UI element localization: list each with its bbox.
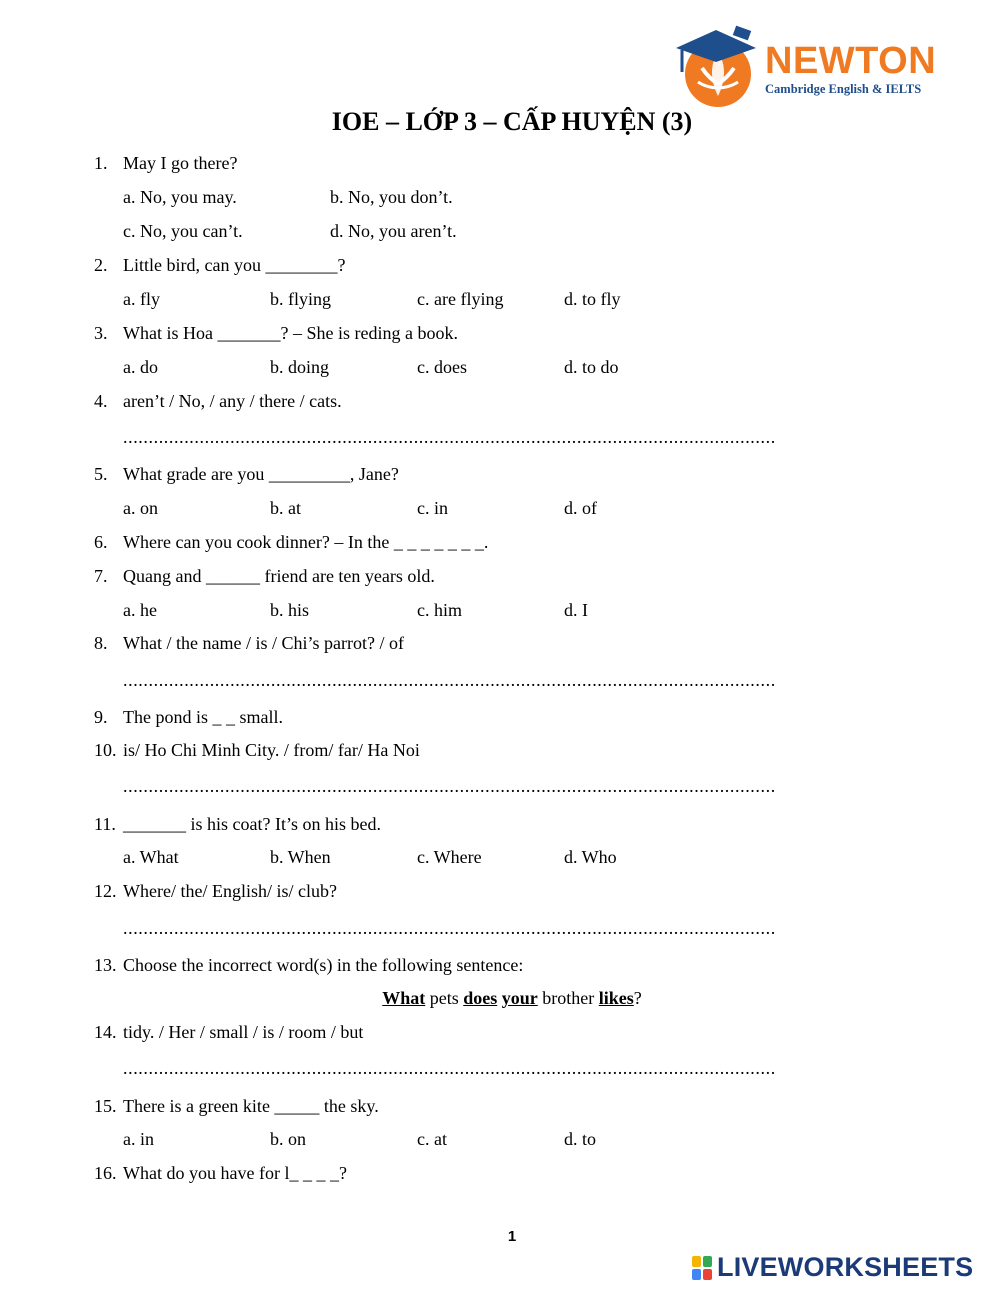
option-d[interactable]: d. to do: [564, 357, 619, 377]
question-text: is/ Ho Chi Minh City. / from/ far/ Ha Noi: [123, 740, 420, 760]
option-c[interactable]: c. does: [417, 357, 467, 377]
graduation-cap-icon: [672, 22, 764, 112]
question-text: What do you have for l_ _ _ _?: [123, 1163, 347, 1183]
liveworksheets-icon: [692, 1256, 712, 1280]
option-b[interactable]: b. his: [270, 600, 310, 620]
question-4: [94, 391, 342, 412]
option-d[interactable]: d. No, you aren’t.: [330, 221, 457, 241]
question-text: tidy. / Her / small / is / room / but: [123, 1022, 364, 1042]
question-11: [94, 814, 381, 835]
question-text: aren’t / No, / any / there / cats.: [123, 391, 342, 411]
option-a[interactable]: a. What: [123, 847, 179, 867]
option-a[interactable]: a. do: [123, 357, 158, 377]
question-2: [94, 255, 345, 276]
question-text: What is Hoa _______? – She is reding a book.: [123, 323, 458, 343]
logo-tagline: Cambridge English & IELTS: [765, 82, 922, 96]
question-text: May I go there?: [123, 153, 238, 173]
question-number: 2.: [94, 255, 108, 275]
question-number: 1.: [94, 153, 108, 173]
option-d[interactable]: d. to fly: [564, 289, 621, 309]
word-does[interactable]: does: [463, 988, 498, 1008]
option-c[interactable]: c. him: [417, 600, 462, 620]
question-1: [94, 153, 237, 174]
answer-line[interactable]: ................................................................................................................................: [123, 1058, 776, 1078]
question-text: _______ is his coat? It’s on his bed.: [123, 814, 381, 834]
question-3: [94, 323, 458, 344]
question-5: [94, 464, 399, 485]
sentence-end: ?: [633, 988, 642, 1008]
question-number: 15.: [94, 1096, 117, 1116]
newton-logo: [672, 22, 942, 112]
option-a[interactable]: a. fly: [123, 289, 160, 309]
question-number: 16.: [94, 1163, 117, 1183]
question-number: 14.: [94, 1022, 117, 1042]
option-c[interactable]: c. at: [417, 1129, 447, 1149]
question-10: [94, 740, 420, 761]
option-b[interactable]: b. on: [270, 1129, 306, 1149]
page-number: 1: [507, 1228, 517, 1245]
word-likes[interactable]: likes: [598, 988, 634, 1008]
word-what[interactable]: What: [382, 988, 426, 1008]
liveworksheets-logo: [692, 1252, 973, 1283]
option-b[interactable]: b. No, you don’t.: [330, 187, 453, 207]
option-a[interactable]: a. he: [123, 600, 157, 620]
page-title: IOE – LỚP 3 – CẤP HUYỆN (3): [331, 107, 693, 136]
option-c[interactable]: c. in: [417, 498, 448, 518]
answer-line[interactable]: ................................................................................................................................: [123, 918, 776, 938]
option-a[interactable]: a. on: [123, 498, 158, 518]
question-13: [94, 955, 523, 976]
question-text: The pond is _ _ small.: [123, 707, 283, 727]
question-6: [94, 532, 488, 553]
question-text: What grade are you _________, Jane?: [123, 464, 399, 484]
question-9: [94, 707, 283, 728]
answer-line[interactable]: ................................................................................................................................: [123, 427, 776, 447]
error-sentence: [0, 988, 1000, 1009]
option-c[interactable]: c. No, you can’t.: [123, 221, 243, 241]
question-number: 9.: [94, 707, 108, 727]
question-number: 7.: [94, 566, 108, 586]
question-number: 3.: [94, 323, 108, 343]
question-16: [94, 1163, 347, 1184]
question-15: [94, 1096, 379, 1117]
question-text: Quang and ______ friend are ten years old.: [123, 566, 435, 586]
question-number: 10.: [94, 740, 117, 760]
logo-brand: NEWTON: [765, 40, 937, 82]
question-number: 8.: [94, 633, 108, 653]
sentence-part: brother: [537, 988, 599, 1008]
option-d[interactable]: d. of: [564, 498, 597, 518]
option-d[interactable]: d. Who: [564, 847, 617, 867]
question-text: Where can you cook dinner? – In the _ _ _ _ _ _ _.: [123, 532, 489, 552]
option-d[interactable]: d. I: [564, 600, 588, 620]
question-text: There is a green kite _____ the sky.: [123, 1096, 379, 1116]
sentence-part: pets: [425, 988, 464, 1008]
question-number: 13.: [94, 955, 117, 975]
question-14: [94, 1022, 363, 1043]
option-b[interactable]: b. When: [270, 847, 331, 867]
question-7: [94, 566, 435, 587]
question-8: [94, 633, 404, 654]
answer-line[interactable]: ................................................................................................................................: [123, 670, 776, 690]
question-text: Where/ the/ English/ is/ club?: [123, 881, 337, 901]
question-text: Little bird, can you ________?: [123, 255, 346, 275]
option-b[interactable]: b. flying: [270, 289, 331, 309]
question-number: 12.: [94, 881, 117, 901]
question-number: 6.: [94, 532, 108, 552]
option-d[interactable]: d. to: [564, 1129, 597, 1149]
option-b[interactable]: b. at: [270, 498, 301, 518]
question-text: Choose the incorrect word(s) in the following sentence:: [123, 955, 524, 975]
question-number: 4.: [94, 391, 108, 411]
question-number: 11.: [94, 814, 116, 834]
question-text: What / the name / is / Chi’s parrot? / of: [123, 633, 404, 653]
option-a[interactable]: a. in: [123, 1129, 154, 1149]
option-a[interactable]: a. No, you may.: [123, 187, 237, 207]
option-c[interactable]: c. are flying: [417, 289, 504, 309]
answer-line[interactable]: ................................................................................................................................: [123, 776, 776, 796]
option-c[interactable]: c. Where: [417, 847, 482, 867]
word-your[interactable]: your: [501, 988, 538, 1008]
question-12: [94, 881, 337, 902]
question-number: 5.: [94, 464, 108, 484]
option-b[interactable]: b. doing: [270, 357, 330, 377]
liveworksheets-brand: LIVEWORKSHEETS: [717, 1252, 974, 1282]
